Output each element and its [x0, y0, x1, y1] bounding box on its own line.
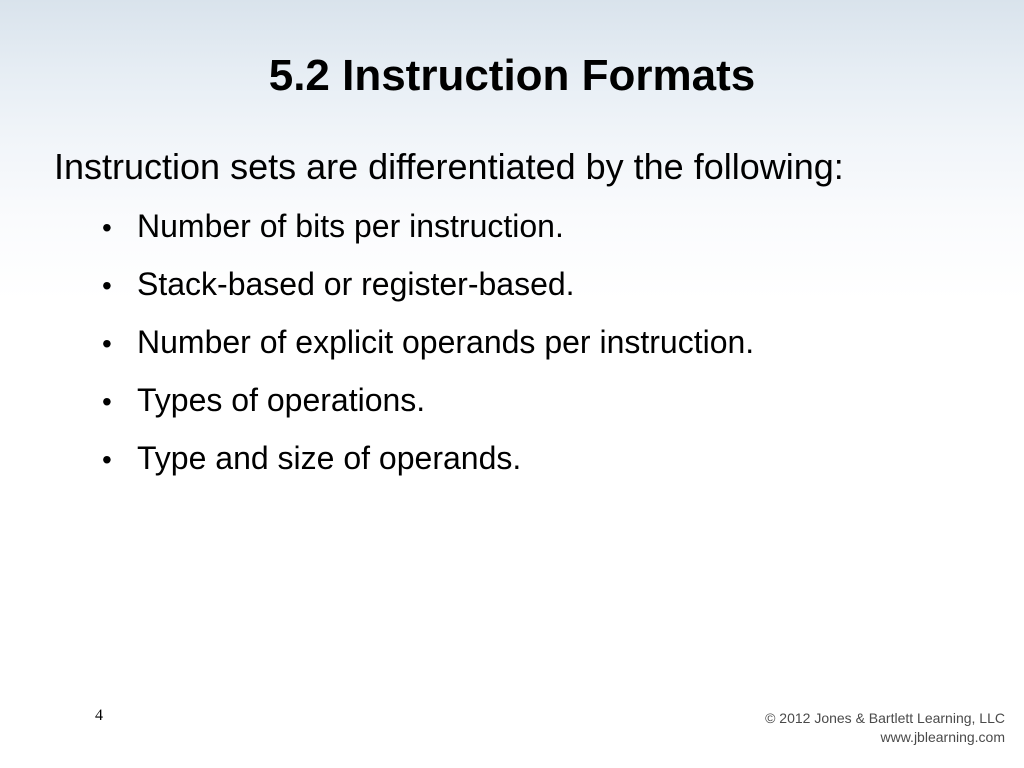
bullet-text: Type and size of operands. — [137, 440, 522, 476]
bullet-icon: • — [102, 212, 112, 243]
copyright-footer — [765, 709, 1005, 747]
bullet-item — [102, 322, 754, 380]
bullet-list — [102, 206, 754, 496]
bullet-item — [102, 264, 754, 322]
website-text: www.jblearning.com — [880, 729, 1005, 745]
slide-title: 5.2 Instruction Formats — [268, 51, 756, 100]
bullet-item — [102, 206, 754, 264]
page-number: 4 — [95, 707, 103, 724]
bullet-icon: • — [102, 386, 112, 417]
bullet-text: Types of operations. — [137, 382, 426, 418]
bullet-item — [102, 380, 754, 438]
intro-text: Instruction sets are differentiated by the following: — [54, 146, 844, 187]
bullet-icon: • — [102, 270, 112, 301]
bullet-icon: • — [102, 444, 112, 475]
bullet-text: Stack-based or register-based. — [137, 266, 575, 302]
bullet-text: Number of explicit operands per instruction. — [137, 324, 755, 360]
bullet-item — [102, 438, 754, 496]
bullet-icon: • — [102, 328, 112, 359]
copyright-text: © 2012 Jones & Bartlett Learning, LLC — [765, 710, 1005, 726]
bullet-text: Number of bits per instruction. — [137, 208, 564, 244]
